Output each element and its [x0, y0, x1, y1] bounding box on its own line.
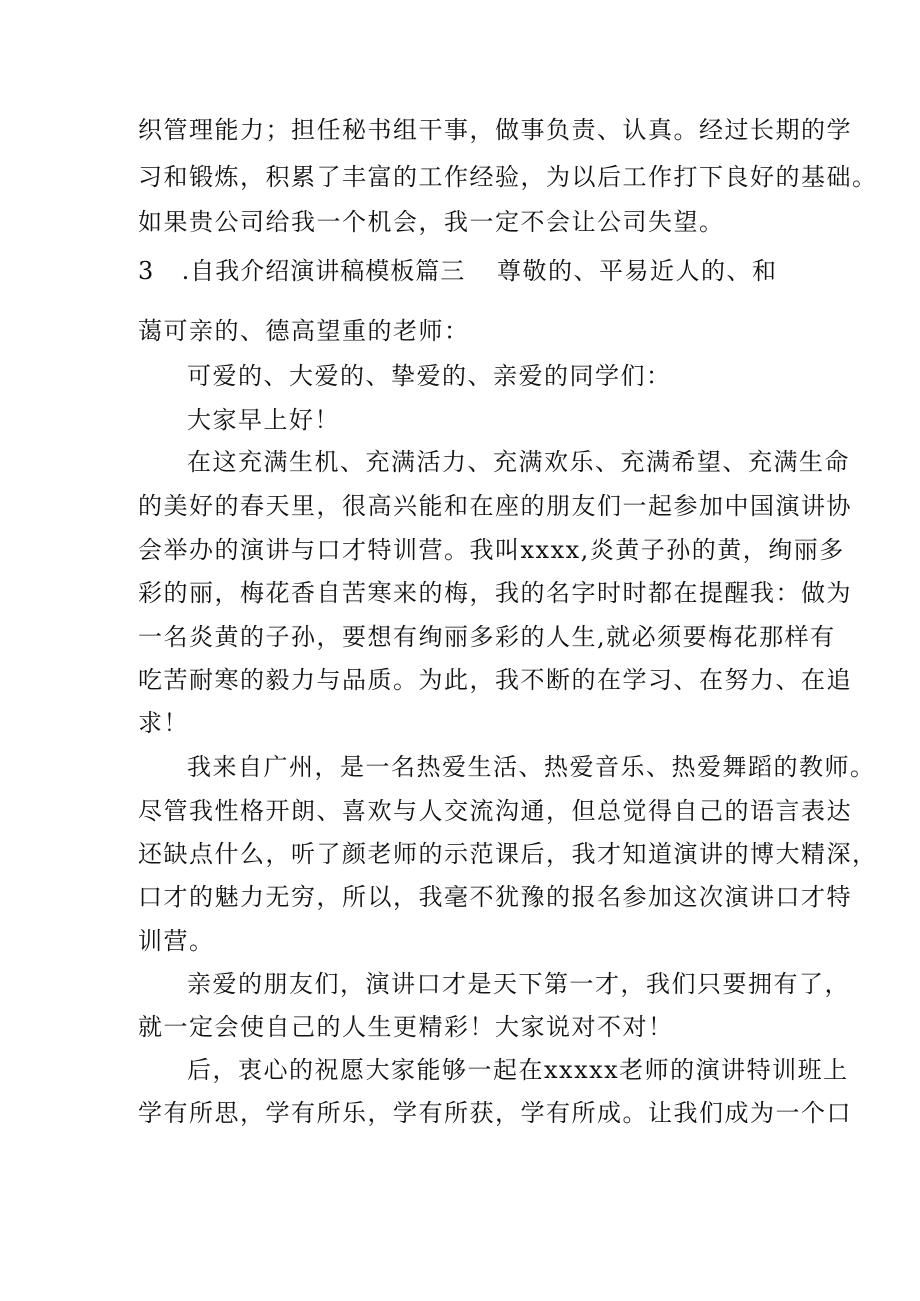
- heading-trailing-text: 尊敬的、平易近人的、和: [497, 257, 778, 285]
- text-line: 尽管我性格开朗、喜欢与人交流沟通，但总觉得自己的语言表达: [138, 797, 852, 825]
- text-line: 如果贵公司给我一个机会，我一定不会让公司失望。: [138, 208, 725, 236]
- heading-title: .自我介绍演讲稿模板篇三: [181, 257, 466, 285]
- text-line: 大家早上好！: [187, 406, 340, 434]
- text-line: 吃苦耐寒的毅力与品质。为此，我不断的在学习、在努力、在追: [138, 666, 852, 694]
- text-line: 我来自广州，是一名热爱生活、热爱音乐、热爱舞蹈的教师。: [187, 753, 876, 781]
- heading-number: 3: [138, 257, 155, 285]
- text-line: 的美好的春天里，很高兴能和在座的朋友们一起参加中国演讲协: [138, 492, 852, 520]
- text-line: 会举办的演讲与口才特训营。我叫xxxx,炎黄子孙的黄，绚丽多: [138, 536, 845, 564]
- text-line: 就一定会使自己的人生更精彩！大家说对不对！: [138, 1013, 674, 1041]
- text-line: 彩的丽，梅花香自苦寒来的梅，我的名字时时都在提醒我：做为: [138, 579, 852, 607]
- text-line: 亲爱的朋友们，演讲口才是天下第一才，我们只要拥有了，: [187, 970, 850, 998]
- text-line: 一名炎黄的子孙，要想有绚丽多彩的人生,就必须要梅花那样有: [138, 623, 836, 651]
- text-line: 在这充满生机、充满活力、充满欢乐、充满希望、充满生命: [187, 448, 850, 476]
- text-line: 后，衷心的祝愿大家能够一起在xxxxx老师的演讲特训班上: [187, 1056, 849, 1084]
- text-line: 习和锻炼，积累了丰富的工作经验，为以后工作打下良好的基础。: [138, 163, 878, 191]
- text-line: 织管理能力；担任秘书组干事，做事负责、认真。经过长期的学: [138, 116, 852, 144]
- text-line: 求！: [138, 709, 189, 737]
- text-line: 学有所思，学有所乐，学有所获，学有所成。让我们成为一个口: [138, 1099, 852, 1127]
- text-line: 可爱的、大爱的、挚爱的、亲爱的同学们：: [187, 362, 672, 390]
- text-line: 还缺点什么，听了颜老师的示范课后，我才知道演讲的博大精深，: [138, 840, 878, 868]
- section-heading: [138, 256, 465, 286]
- text-line: 口才的魅力无穷，所以，我毫不犹豫的报名参加这次演讲口才特: [138, 883, 852, 911]
- text-line: 训营。: [138, 927, 215, 955]
- text-line: 蔼可亲的、德高望重的老师：: [138, 317, 470, 345]
